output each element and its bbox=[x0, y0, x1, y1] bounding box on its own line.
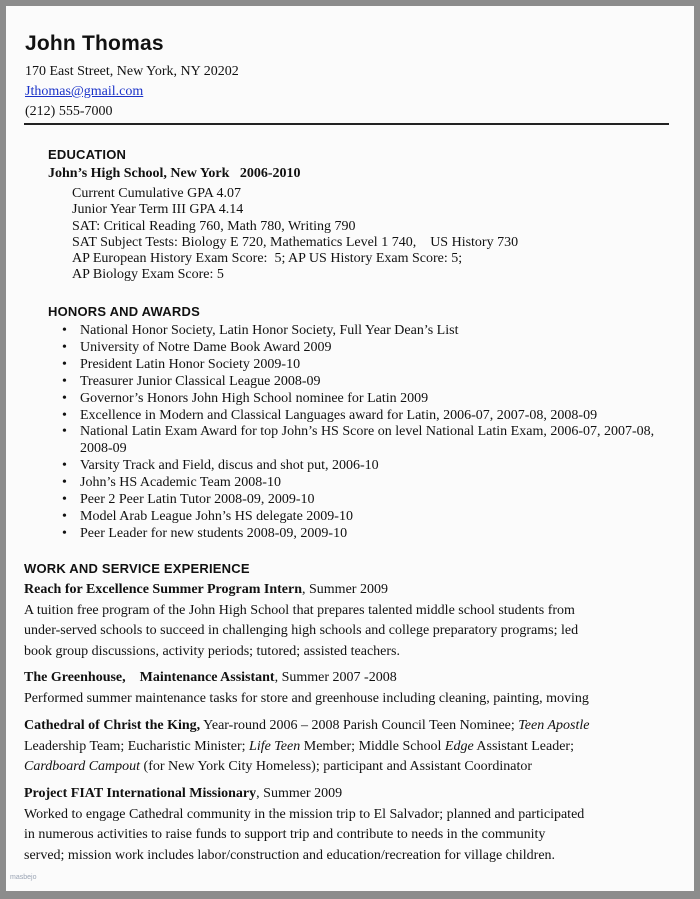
job-line: Worked to engage Cathedral community in the mission trip to El Salvador; planned and participated bbox=[24, 806, 585, 822]
education-details bbox=[72, 186, 518, 284]
job-meta: , Summer 2007 -2008 bbox=[274, 670, 397, 685]
job-meta: , Summer 2009 bbox=[302, 582, 388, 597]
honors-list bbox=[50, 323, 670, 543]
job-org: Reach for Excellence Summer Program Intern bbox=[24, 582, 302, 597]
job-entry bbox=[24, 580, 679, 662]
job-org: Cathedral of Christ the King, bbox=[24, 718, 201, 733]
job-line: Performed summer maintenance tasks for store and greenhouse including cleaning, painting, moving bbox=[24, 690, 589, 706]
education-line: SAT Subject Tests: Biology E 720, Mathematics Level 1 740, US History 730 bbox=[72, 234, 519, 250]
job-line-part: (for New York City Homeless); participant and Assistant Coordinator bbox=[140, 759, 532, 774]
header-divider bbox=[24, 123, 669, 125]
candidate-name: John Thomas bbox=[25, 32, 164, 55]
job-entry bbox=[24, 668, 679, 709]
education-line: Current Cumulative GPA 4.07 bbox=[72, 186, 242, 201]
job-line-italic: Cardboard Campout bbox=[24, 759, 141, 774]
job-entry bbox=[24, 784, 679, 866]
education-line: Junior Year Term III GPA 4.14 bbox=[72, 202, 244, 218]
phone-line: (212) 555-7000 bbox=[25, 104, 113, 119]
address-line: 170 East Street, New York, NY 20202 bbox=[25, 64, 239, 79]
education-line: AP Biology Exam Score: 5 bbox=[72, 267, 224, 283]
job-line: in numerous activities to raise funds to support trip and contribute to needs in the community bbox=[24, 827, 546, 842]
list-item: • John’s HS Academic Team 2008-10 bbox=[50, 475, 670, 492]
education-line: SAT: Critical Reading 760, Math 780, Writing 790 bbox=[72, 218, 356, 234]
work-heading: WORK AND SERVICE EXPERIENCE bbox=[24, 561, 250, 576]
job-meta: , Summer 2009 bbox=[256, 786, 343, 801]
job-meta-italic: Teen Apostle bbox=[518, 718, 590, 733]
list-item: • President Latin Honor Society 2009-10 bbox=[50, 357, 670, 374]
job-line-part: Leadership Team; Eucharistic Minister; bbox=[24, 738, 250, 754]
job-org: The Greenhouse, Maintenance Assistant bbox=[24, 670, 275, 685]
list-item: • Governor’s Honors John High School nominee for Latin 2009 bbox=[50, 391, 670, 408]
job-line-italic: Edge bbox=[444, 738, 474, 754]
job-entry bbox=[24, 716, 679, 778]
list-item: • National Latin Exam Award for top John’s HS Score on level National Latin Exam, 2006-07, 2007-08, 2008-09 bbox=[50, 424, 670, 458]
education-line: AP European History Exam Score: 5; AP US History Exam Score: 5; bbox=[72, 251, 463, 267]
job-line-part: Member; Middle School bbox=[300, 738, 445, 754]
watermark-text: masbejo bbox=[10, 874, 37, 881]
email-link[interactable]: Jthomas@gmail.com bbox=[25, 84, 144, 99]
honors-heading: HONORS AND AWARDS bbox=[48, 304, 200, 319]
list-item: • Excellence in Modern and Classical Languages award for Latin, 2006-07, 2007-08, 2008-09 bbox=[50, 408, 670, 425]
list-item: • Peer Leader for new students 2008-09, 2009-10 bbox=[50, 526, 670, 543]
list-item: • University of Notre Dame Book Award 2009 bbox=[50, 340, 670, 357]
job-line: served; mission work includes labor/construction and education/recreation for village children. bbox=[24, 847, 556, 863]
list-item: • Peer 2 Peer Latin Tutor 2008-09, 2009-10 bbox=[50, 492, 670, 509]
job-line: book group discussions, activity periods; tutored; assisted teachers. bbox=[24, 643, 400, 659]
list-item: • Treasurer Junior Classical League 2008-09 bbox=[50, 374, 670, 391]
resume-page bbox=[6, 6, 694, 891]
job-org: Project FIAT International Missionary bbox=[24, 786, 257, 801]
education-heading: EDUCATION bbox=[48, 147, 127, 162]
list-item: • Model Arab League John’s HS delegate 2009-10 bbox=[50, 509, 670, 526]
job-line: A tuition free program of the John High School that prepares talented middle school students from bbox=[24, 602, 575, 618]
job-line-italic: Life Teen bbox=[249, 738, 301, 754]
list-item: • National Honor Society, Latin Honor Society, Full Year Dean’s List bbox=[50, 323, 670, 340]
school-line: John’s High School, New York 2006-2010 bbox=[48, 166, 301, 181]
job-line: under-served schools to succeed in challenging high schools and college preparatory programs; led bbox=[24, 623, 579, 638]
job-meta: Year-round 2006 – 2008 Parish Council Teen Nominee; bbox=[200, 718, 519, 733]
list-item: • Varsity Track and Field, discus and shot put, 2006-10 bbox=[50, 458, 670, 475]
job-line-part: Assistant Leader; bbox=[473, 738, 574, 754]
